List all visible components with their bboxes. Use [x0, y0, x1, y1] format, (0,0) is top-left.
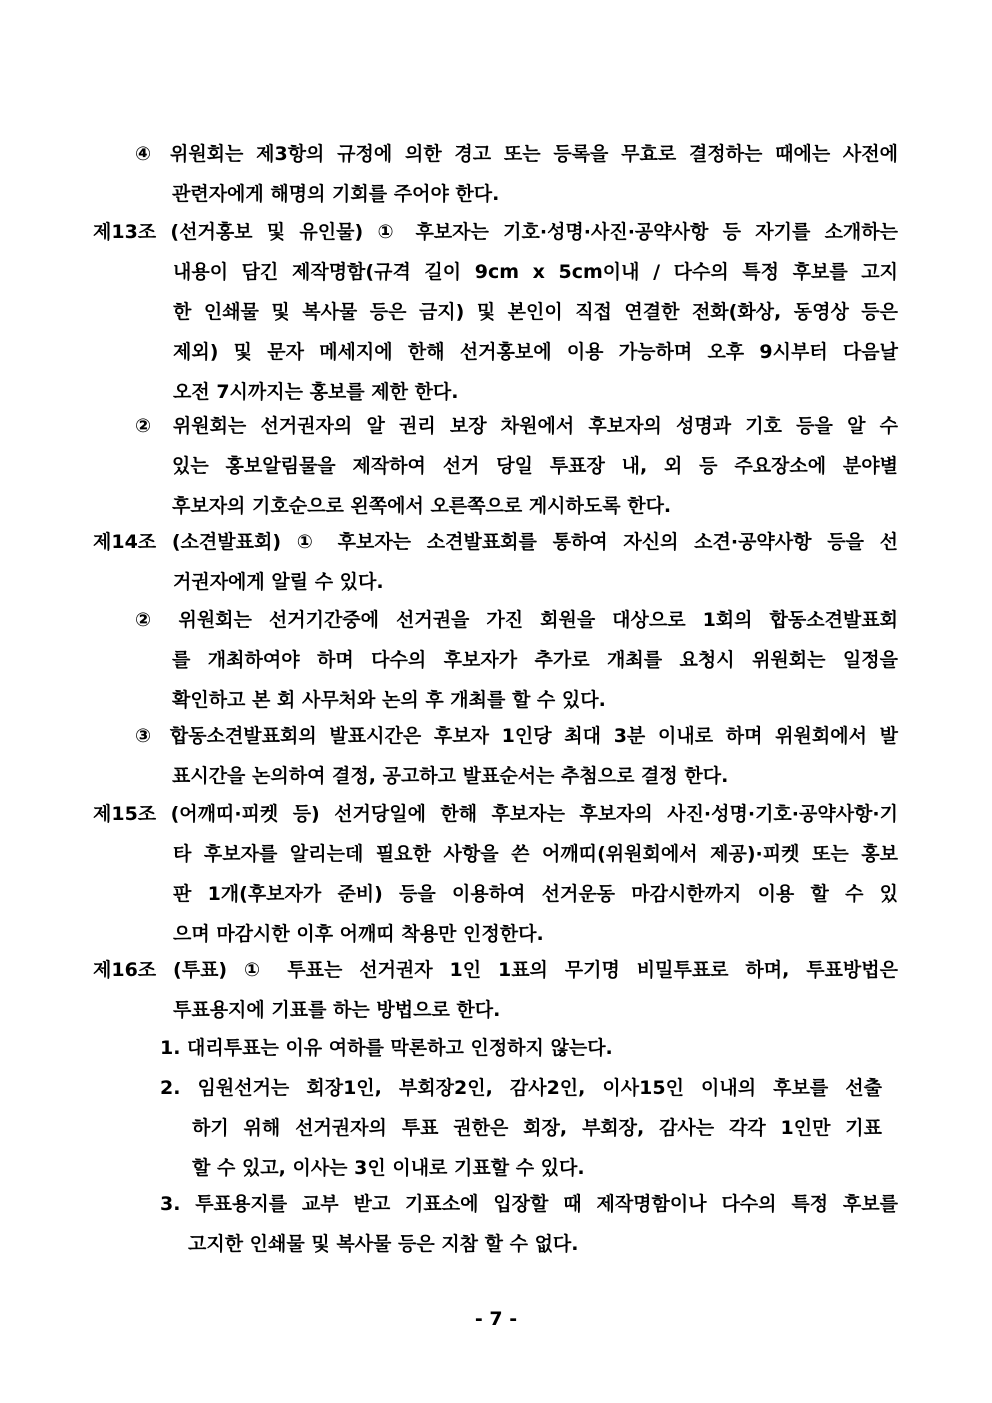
- text-line: 표시간을 논의하여 결정, 공고하고 발표순서는 추첨으로 결정 한다.: [172, 765, 729, 787]
- text-line: 3. 투표용지를 교부 받고 기표소에 입장할 때 제작명함이나 다수의 특정 후보를: [160, 1193, 898, 1215]
- article-13-paragraph-2: [135, 406, 898, 526]
- text-line: 할 수 있고, 이사는 3인 이내로 기표할 수 있다.: [192, 1157, 585, 1179]
- article-14-paragraph-3: [135, 716, 898, 796]
- text-line: 투표용지에 기표를 하는 방법으로 한다.: [173, 999, 501, 1021]
- article-14-paragraph-2: [135, 600, 898, 720]
- text-line: ② 위원회는 선거기간중에 선거권을 가진 회원을 대상으로 1회의 합동소견발표회: [135, 609, 898, 631]
- text-line: 1. 대리투표는 이유 여하를 막론하고 인정하지 않는다.: [160, 1037, 613, 1059]
- text-line: 제15조 (어깨띠·피켓 등) 선거당일에 한해 후보자는 후보자의 사진·성명·기호·공약사항·기: [93, 803, 898, 825]
- text-line: 제외) 및 문자 메세지에 한해 선거홍보에 이용 가능하며 오후 9시부터 다음날: [173, 341, 898, 363]
- text-line: 를 개최하여야 하며 다수의 후보자가 추가로 개최를 요청시 위원회는 일정을: [172, 649, 898, 671]
- text-line: 으며 마감시한 이후 어깨띠 착용만 인정한다.: [173, 923, 544, 945]
- text-line: 관련자에게 해명의 기회를 주어야 한다.: [172, 183, 500, 205]
- text-line: 판 1개(후보자가 준비) 등을 이용하여 선거운동 마감시한까지 이용 할 수 있: [173, 883, 898, 905]
- article-16-item-1: [160, 1028, 898, 1068]
- paragraph-art12-p4: [135, 134, 898, 214]
- text-line: 후보자의 기호순으로 왼쪽에서 오른쪽으로 게시하도록 한다.: [172, 495, 672, 517]
- text-line: ② 위원회는 선거권자의 알 권리 보장 차원에서 후보자의 성명과 기호 등을 알 수: [135, 415, 898, 437]
- text-line: 제13조 (선거홍보 및 유인물) ① 후보자는 기호·성명·사진·공약사항 등 자기를 소개하는: [93, 221, 898, 243]
- text-line: 내용이 담긴 제작명함(규격 길이 9cm x 5cm이내 / 다수의 특정 후보를 고지: [173, 261, 898, 283]
- text-line: ④ 위원회는 제3항의 규정에 의한 경고 또는 등록을 무효로 결정하는 때에는 사전에: [135, 143, 898, 165]
- text-line: 제16조 (투표) ① 투표는 선거권자 1인 1표의 무기명 비밀투표로 하며, 투표방법은: [93, 959, 898, 981]
- article-16-item-2: [160, 1068, 882, 1188]
- text-line: ③ 합동소견발표회의 발표시간은 후보자 1인당 최대 3분 이내로 하며 위원회에서 발: [135, 725, 898, 747]
- text-line: 오전 7시까지는 홍보를 제한 한다.: [173, 381, 459, 403]
- article-13-paragraph-1: [93, 212, 898, 412]
- text-line: 고지한 인쇄물 및 복사물 등은 지참 할 수 없다.: [188, 1233, 579, 1255]
- page-number: - 7 -: [474, 1308, 518, 1330]
- text-line: 있는 홍보알림물을 제작하여 선거 당일 투표장 내, 외 등 주요장소에 분야별: [172, 455, 898, 477]
- text-line: 2. 임원선거는 회장1인, 부회장2인, 감사2인, 이사15인 이내의 후보를 선출: [160, 1077, 882, 1099]
- text-line: 타 후보자를 알리는데 필요한 사항을 쓴 어깨띠(위원회에서 제공)·피켓 또는 홍보: [173, 843, 898, 865]
- text-line: 한 인쇄물 및 복사물 등은 금지) 및 본인이 직접 연결한 전화(화상, 동영상 등은: [173, 301, 898, 323]
- text-line: 확인하고 본 회 사무처와 논의 후 개최를 할 수 있다.: [172, 689, 606, 711]
- article-16-item-3: [160, 1184, 898, 1264]
- text-line: 제14조 (소견발표회) ① 후보자는 소견발표회를 통하여 자신의 소견·공약사항 등을 선: [93, 531, 898, 553]
- text-line: 하기 위해 선거권자의 투표 권한은 회장, 부회장, 감사는 각각 1인만 기표: [192, 1117, 882, 1139]
- article-16-paragraph-1: [93, 950, 898, 1030]
- article-15: [93, 794, 898, 954]
- text-line: 거권자에게 알릴 수 있다.: [173, 571, 384, 593]
- article-14-paragraph-1: [93, 522, 898, 602]
